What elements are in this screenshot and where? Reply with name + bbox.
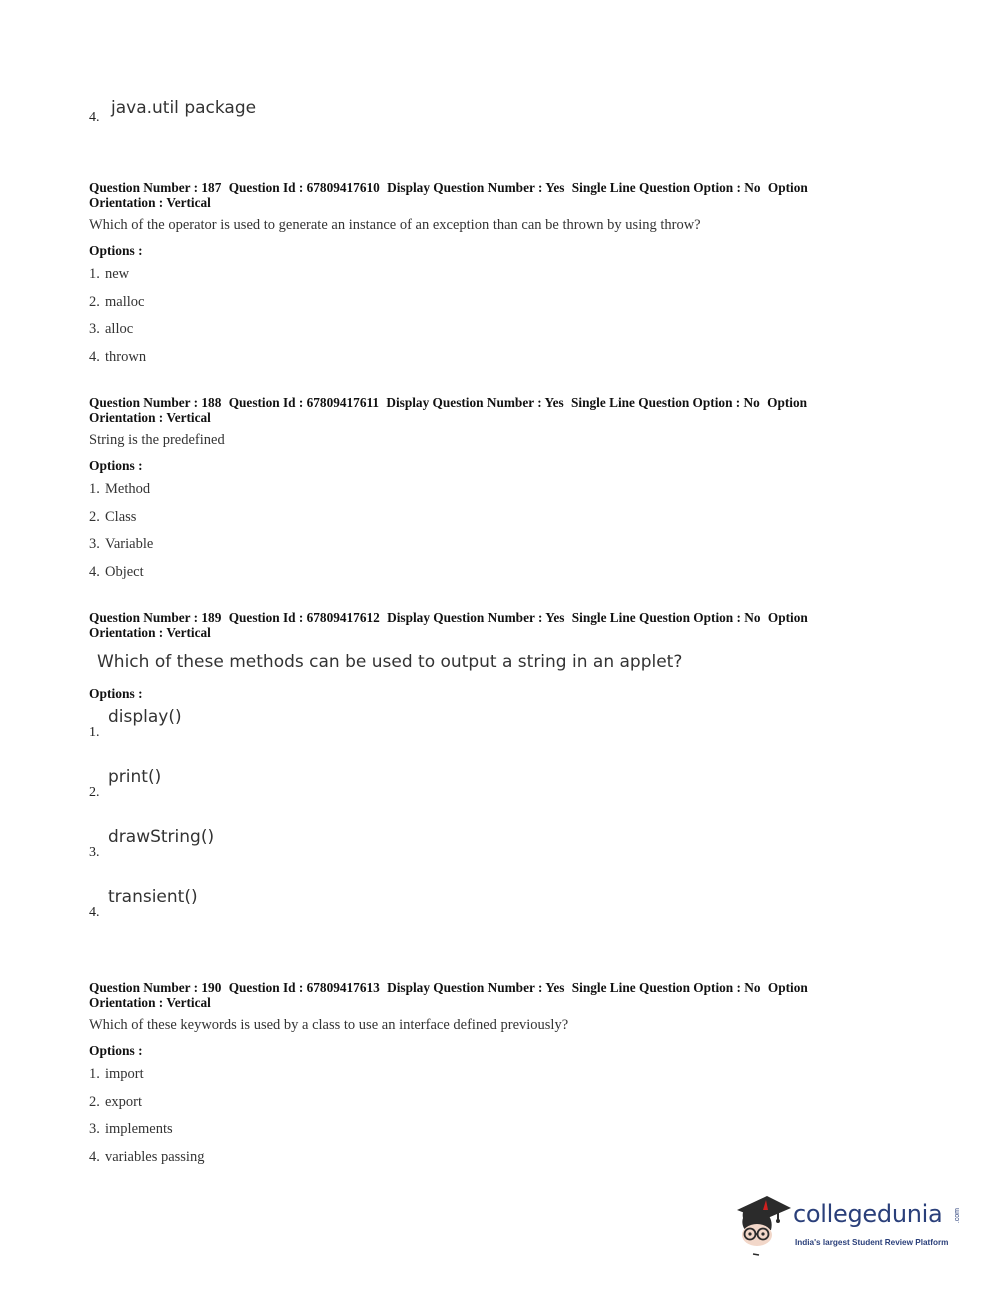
- logo-domain: .com: [954, 1208, 961, 1224]
- option-number: 4.: [89, 563, 100, 580]
- option-text: export: [105, 1093, 143, 1110]
- question-header: [89, 611, 879, 640]
- question-header: [89, 396, 879, 425]
- option-item: [89, 767, 879, 827]
- option-label: Option: [767, 610, 808, 625]
- option-text: variables passing: [105, 1148, 205, 1165]
- option-text: Class: [105, 508, 137, 525]
- option-item: [89, 1061, 879, 1089]
- option-number: 2.: [89, 785, 100, 800]
- option-text: thrown: [105, 348, 147, 365]
- options-list: [89, 1061, 879, 1171]
- option-text: new: [105, 266, 130, 282]
- single-line-option: Single Line Question Option : No: [571, 610, 761, 625]
- options-label: Options :: [89, 686, 143, 701]
- options-label: Options :: [89, 243, 143, 258]
- option-number: 4.: [89, 1148, 100, 1165]
- options-list: [89, 707, 879, 947]
- option-item: [89, 1116, 879, 1144]
- mascot-icon: [733, 1188, 793, 1258]
- option-number: 4.: [89, 905, 100, 920]
- option-number: 1.: [89, 481, 100, 497]
- option-text: alloc: [105, 321, 134, 337]
- display-question-number: Display Question Number : Yes: [387, 610, 565, 625]
- options-label: Options :: [89, 458, 143, 473]
- question-text: Which of these keywords is used by a class to use an interface defined previously?: [89, 1017, 569, 1033]
- question-189: [89, 611, 879, 947]
- question-number: Question Number : 187: [89, 180, 222, 195]
- option-number: 3.: [89, 321, 100, 337]
- option-number: 4.: [89, 110, 100, 125]
- question-number: Question Number : 189: [89, 610, 222, 625]
- option-number: 2.: [89, 293, 100, 310]
- option-text: drawString(): [108, 827, 215, 847]
- option-number: 1.: [89, 725, 100, 740]
- option-item: [89, 344, 879, 372]
- question-text: Which of these methods can be used to output a string in an applet?: [97, 652, 683, 672]
- option-number: 2.: [89, 1093, 100, 1110]
- option-item: [89, 316, 879, 344]
- question-id: Question Id : 67809417611: [228, 395, 380, 410]
- option-label: Option: [767, 180, 808, 195]
- question-188: [89, 396, 879, 586]
- question-id: Question Id : 67809417610: [228, 180, 380, 195]
- display-question-number: Display Question Number : Yes: [386, 395, 564, 410]
- orientation: Orientation : Vertical: [89, 194, 211, 210]
- question-text: Which of the operator is used to generate an instance of an exception than can be thrown by using throw?: [89, 217, 701, 233]
- option-item: [89, 261, 879, 289]
- question-text: String is the predefined: [89, 432, 225, 448]
- collegedunia-logo: [733, 1188, 963, 1258]
- option-number: 1.: [89, 1066, 100, 1082]
- option-item: [89, 1089, 879, 1117]
- options-label: Options :: [89, 1043, 143, 1058]
- option-text: malloc: [105, 293, 145, 310]
- option-item: [89, 289, 879, 317]
- option-text: import: [105, 1066, 144, 1082]
- question-187: [89, 181, 879, 371]
- logo-tagline: India's largest Student Review Platform: [795, 1238, 949, 1247]
- option-item: [89, 531, 879, 559]
- question-id: Question Id : 67809417612: [228, 610, 380, 625]
- option-number: 4.: [89, 348, 100, 365]
- orientation: Orientation : Vertical: [89, 624, 211, 640]
- option-item: [89, 559, 879, 587]
- option-text: display(): [108, 707, 182, 727]
- option-text: print(): [108, 767, 162, 787]
- option-label: Option: [767, 395, 808, 410]
- option-text: transient(): [108, 887, 198, 907]
- option-text: java.util package: [111, 98, 257, 118]
- question-header: [89, 181, 879, 210]
- option-item: [89, 1144, 879, 1172]
- question-number: Question Number : 190: [89, 980, 222, 995]
- logo-wordmark: collegedunia: [793, 1200, 943, 1228]
- options-list: [89, 476, 879, 586]
- single-line-option: Single Line Question Option : No: [571, 180, 761, 195]
- option-item: [89, 887, 879, 947]
- option-text: Method: [105, 481, 151, 497]
- option-item: [89, 504, 879, 532]
- option-label: Option: [767, 980, 808, 995]
- option-text: Variable: [105, 536, 154, 552]
- display-question-number: Display Question Number : Yes: [387, 180, 565, 195]
- option-number: 1.: [89, 266, 100, 282]
- question-id: Question Id : 67809417613: [228, 980, 380, 995]
- orientation: Orientation : Vertical: [89, 409, 211, 425]
- options-list: [89, 261, 879, 371]
- option-number: 3.: [89, 536, 100, 552]
- question-number: Question Number : 188: [89, 395, 222, 410]
- display-question-number: Display Question Number : Yes: [387, 980, 565, 995]
- option-number: 3.: [89, 1121, 100, 1137]
- single-line-option: Single Line Question Option : No: [571, 980, 761, 995]
- option-text: Object: [105, 563, 144, 580]
- option-number: 3.: [89, 845, 100, 860]
- option-item: [89, 827, 879, 887]
- option-number: 2.: [89, 508, 100, 525]
- question-190: [89, 981, 879, 1171]
- option-item: [89, 476, 879, 504]
- single-line-option: Single Line Question Option : No: [571, 395, 760, 410]
- orientation: Orientation : Vertical: [89, 994, 211, 1010]
- option-item: [89, 707, 879, 767]
- option-text: implements: [105, 1121, 173, 1137]
- question-header: [89, 981, 879, 1010]
